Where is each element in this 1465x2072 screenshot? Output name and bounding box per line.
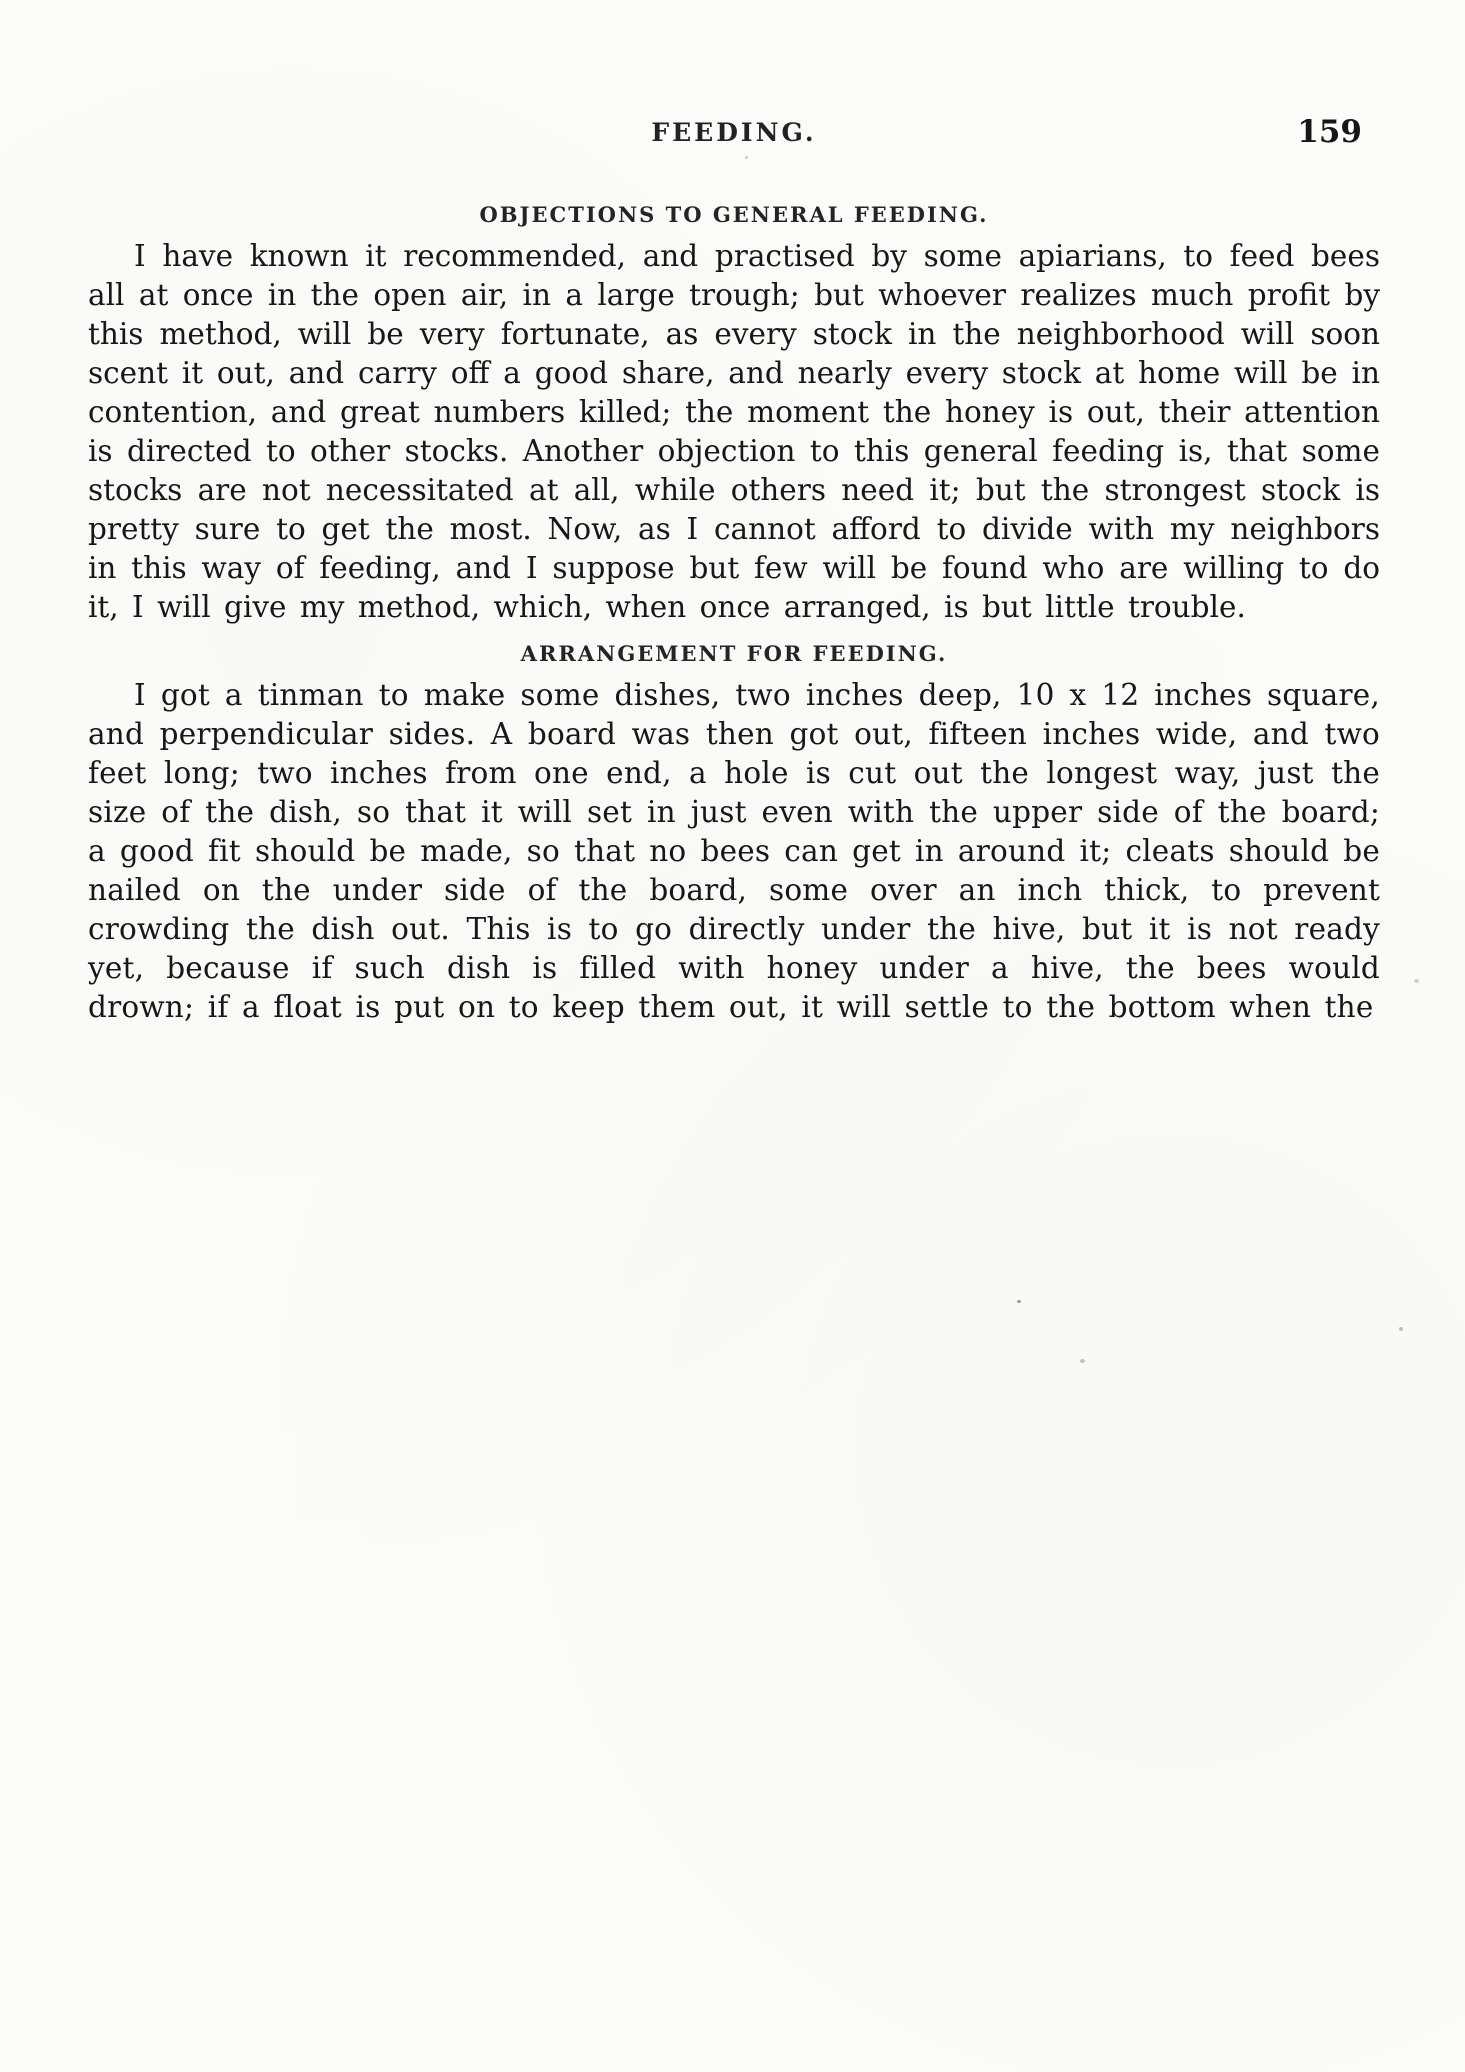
section-arrangement [88,641,1380,1027]
section-heading-arrangement: ARRANGEMENT FOR FEEDING. [520,641,948,666]
page-number: 159 [1297,114,1362,150]
text-block [88,114,1380,1027]
running-header-title: FEEDING. [651,118,817,147]
paragraph-objections: I have known it recommended, and practised by some apiarians, to feed bees all at once in the open air, in a large trough; but whoever realizes much profit by this method, will be very fortunate, as every stock in the neighborhood will soon scent it out, and carry off a good share, and nearly every stock at home will be in contention, and great numbers killed; the moment the honey is out, their attention is directed to other stocks. Another objection to this general feeding is, that some stocks are not necessitated at all, while others need it; but the strongest stock is pretty sure to get the most. Now, as I cannot afford to divide with my neighbors in this way of feeding, and I suppose but few will be found who are willing to do it, I will give my method, which, when once arranged, is but little trouble. [88,239,1380,624]
scan-speck [1017,1300,1021,1303]
scan-speck [1414,979,1419,983]
section-heading-objections: OBJECTIONS TO GENERAL FEEDING. [479,202,989,227]
scan-speck [745,156,748,159]
scan-speck [1399,1327,1403,1331]
paragraph-arrangement: I got a tinman to make some dishes, two inches deep, 10 x 12 inches square, and perpendicular sides. A board was then got out, fifteen inches wide, and two feet long; two inches from one end, a hole is cut out the longest way, just the size of the dish, so that it will set in just even with the upper side of the board; a good fit should be made, so that no bees can get in around it; cleats should be nailed on the under side of the board, some over an inch thick, to prevent crowding the dish out. This is to go directly under the hive, but it is not ready yet, because if such dish is filled with honey under a hive, the bees would drown; if a float is put on to keep them out, it will settle to the bottom when the [88,678,1380,1024]
scan-speck [1080,1359,1085,1363]
section-objections [88,202,1380,627]
running-header [88,114,1380,162]
